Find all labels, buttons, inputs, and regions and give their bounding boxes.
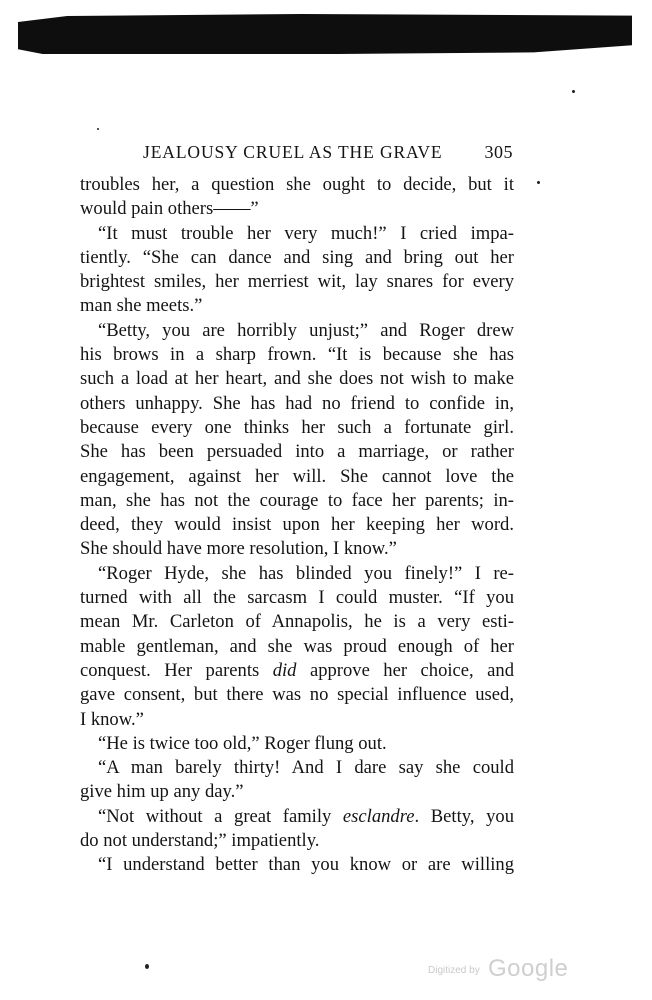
page-number: 305	[484, 142, 513, 162]
text-line: brightest smiles, her merriest wit, lay snares for every	[80, 271, 514, 293]
text-line: do not understand;” impatiently.	[80, 830, 320, 852]
text-line: because every one thinks her such a fortunate girl.	[80, 416, 514, 438]
text-line: deed, they would insist upon her keeping her word.	[80, 514, 514, 536]
text-line: conquest. Her parents did approve her choice, and	[80, 659, 514, 681]
text-line: I know.”	[80, 708, 144, 730]
google-watermark	[428, 955, 568, 983]
text-line: She has been persuaded into a marriage, or rather	[80, 441, 514, 463]
text-line: mean Mr. Carleton of Annapolis, he is a very esti-	[80, 611, 514, 633]
text-line: mable gentleman, and she was proud enough of her	[80, 635, 514, 657]
google-logo: Google	[488, 955, 569, 982]
text-line: turned with all the sarcasm I could muster. “If you	[80, 587, 514, 609]
text-line: man she meets.”	[80, 295, 203, 317]
text-line: give him up any day.”	[80, 781, 244, 803]
text-line: his brows in a sharp frown. “It is because she has	[80, 344, 514, 366]
text-line: “It must trouble her very much!” I cried impa-	[98, 222, 514, 244]
text-line: “Not without a great family esclandre. Betty, you	[98, 805, 514, 827]
text-line: would pain others——”	[80, 198, 259, 220]
text-line: “A man barely thirty! And I dare say she could	[98, 757, 514, 779]
scan-speck	[572, 90, 575, 93]
text-line: man, she has not the courage to face her parents; in-	[80, 489, 514, 511]
emphasis: did	[272, 659, 297, 681]
scan-edge-shadow	[18, 14, 632, 54]
text-line: She should have more resolution, I know.”	[80, 538, 397, 560]
text-line: “He is twice too old,” Roger flung out.	[98, 732, 387, 754]
text-line: gave consent, but there was no special influence used,	[80, 684, 514, 706]
text-line: tiently. “She can dance and sing and bring out her	[80, 246, 514, 268]
text-line: troubles her, a question she ought to decide, but it	[80, 174, 514, 195]
emphasis: esclandre	[342, 805, 415, 827]
text-line: “Betty, you are horribly unjust;” and Roger drew	[98, 319, 514, 341]
running-head	[143, 142, 513, 166]
digitized-label: Digitized by	[428, 965, 480, 976]
text-line: others unhappy. She has had no friend to confide in,	[80, 392, 514, 414]
scan-speck	[97, 128, 99, 130]
scan-speck	[537, 181, 540, 184]
body-text	[80, 173, 514, 878]
running-title: JEALOUSY CRUEL AS THE GRAVE	[143, 142, 443, 162]
scan-speck	[145, 964, 149, 969]
text-line: “I understand better than you know or are willing	[98, 854, 514, 876]
text-line: “Roger Hyde, she has blinded you finely!” I re-	[98, 562, 514, 584]
text-line: engagement, against her will. She cannot love the	[80, 465, 514, 487]
text-line: such a load at her heart, and she does not wish to make	[80, 368, 514, 390]
